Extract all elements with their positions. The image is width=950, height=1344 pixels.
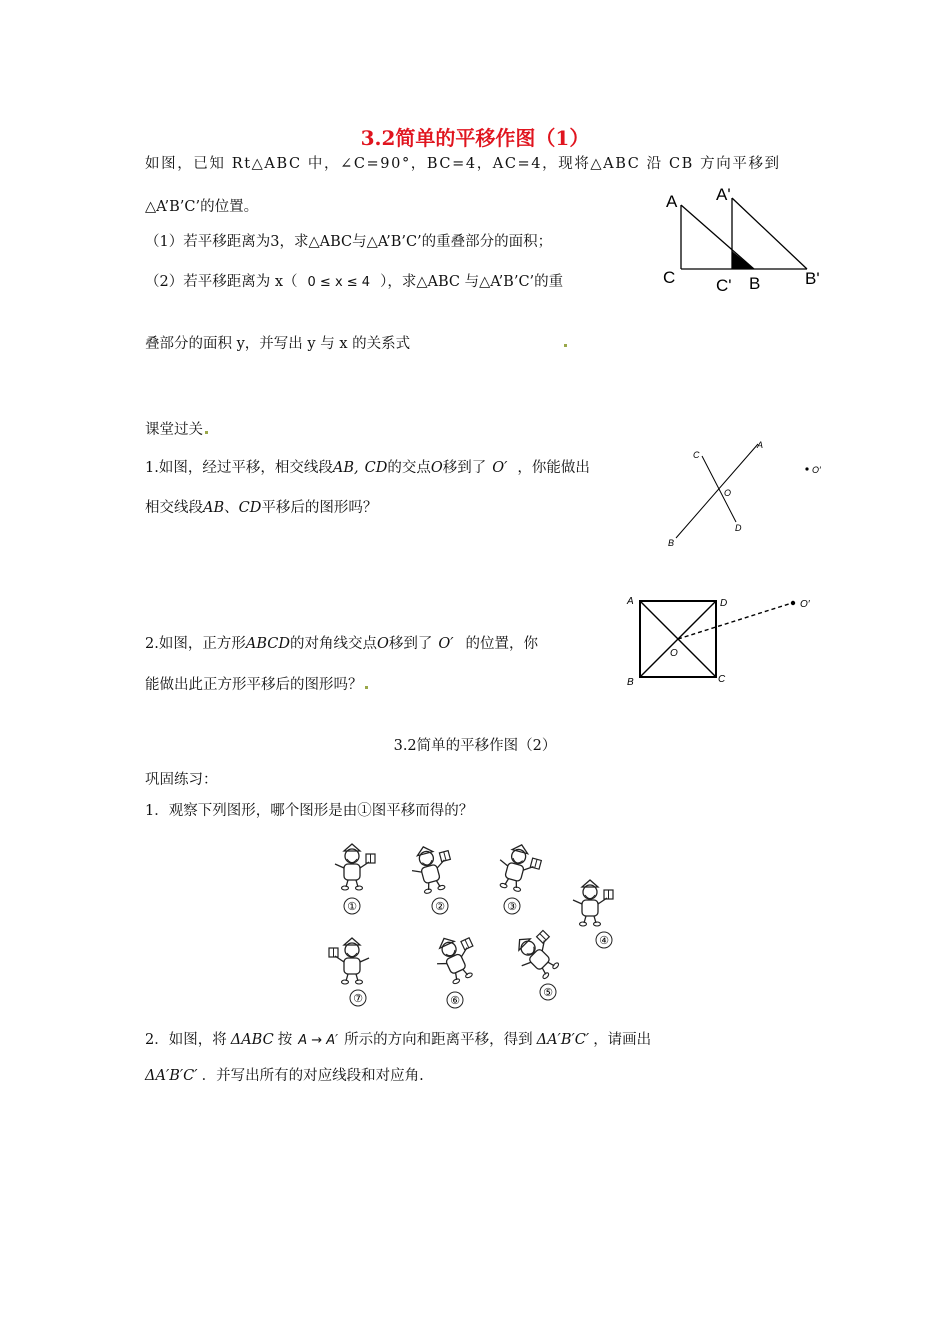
- p2-text-a: 2.如图，正方形: [145, 636, 246, 652]
- triangle-translation-figure: [660, 180, 830, 295]
- figure-label-1: ①: [347, 901, 357, 913]
- p2-text-b: 的对角线交点: [289, 636, 377, 652]
- e2-text-a: 2．如图，将: [145, 1032, 227, 1048]
- label-D: D: [720, 598, 728, 609]
- p1-line2-ab: AB: [203, 500, 225, 516]
- santa-5: [508, 923, 569, 1000]
- santa-4: [573, 880, 613, 948]
- exercise-2-line-2: [145, 1064, 424, 1085]
- label-D: D: [735, 523, 742, 533]
- question-1: （1）若平移距离为3，求△ABC与△A’B’C’的重叠部分的面积；: [145, 234, 553, 250]
- e2-text-b: 按: [277, 1032, 293, 1048]
- figure-label-5: ⑤: [543, 987, 553, 999]
- p1-o-prime: O′: [492, 460, 508, 476]
- santa-3: [493, 840, 544, 914]
- square-translation-figure: [620, 588, 835, 693]
- e2-triangle-abc: ΔABC: [230, 1032, 274, 1048]
- exercise-2-line-1: [145, 1028, 651, 1049]
- p2-text-c: 移到了: [388, 636, 433, 652]
- segment-AB: [676, 444, 758, 538]
- figure-label-7: ⑦: [353, 993, 363, 1005]
- p2-line2: 能做出此正方形平移后的图形吗？: [145, 677, 363, 693]
- intro-line-2: △A’B’C’的位置。: [145, 199, 259, 215]
- label-C: C: [718, 674, 726, 685]
- section-practice: 巩固练习：: [145, 772, 218, 788]
- p1-o: O: [430, 460, 443, 476]
- santa-2: [407, 841, 458, 914]
- label-A: A: [627, 596, 634, 607]
- question-2-continued: 叠部分的面积 y，并写出 y 与 x 的关系式: [145, 336, 411, 352]
- p1-text-d: ，你能做出: [517, 460, 590, 476]
- question-2-range: 0 ≤ x ≤ 4: [307, 275, 371, 290]
- e2-triangle-abc-prime-2: ΔA′B′C′: [145, 1068, 198, 1084]
- label-O: O: [724, 488, 732, 498]
- label-B: B: [627, 677, 634, 688]
- section-class-check-label: 课堂过关: [145, 422, 203, 438]
- question-2: [145, 270, 563, 291]
- p1-line2-b: 平移后的图形吗？: [261, 500, 378, 516]
- problem-2-line-1: [145, 632, 538, 653]
- segment-AB: [681, 205, 754, 269]
- p2-text-d: 的位置，你: [465, 636, 539, 652]
- p1-cd: CD: [364, 460, 388, 476]
- decor-dot: [365, 686, 368, 689]
- p1-text-c: 移到了: [442, 460, 487, 476]
- point-O-prime: [791, 601, 795, 605]
- page-title: 3.2简单的平移作图（1）: [360, 126, 590, 150]
- label-C: C: [693, 450, 700, 460]
- question-2-part-b: ），求△ABC 与△A’B’C’的重: [380, 274, 564, 290]
- e2-arrow: A → A′: [298, 1033, 339, 1048]
- figure-label-2: ②: [435, 901, 445, 913]
- santa-figures: [310, 830, 640, 1010]
- p2-abcd: ABCD: [245, 636, 290, 652]
- label-O: O: [670, 648, 678, 659]
- section-title-2: 3.2简单的平移作图（2）: [393, 738, 557, 754]
- label-B: B: [668, 538, 675, 548]
- exercise-1: 1．观察下列图形，哪个图形是由①图平移而得的？: [145, 803, 474, 819]
- label-B: B: [749, 274, 761, 293]
- decor-dot: [205, 431, 208, 434]
- question-2-part-a: （2）若平移距离为 x（: [145, 274, 298, 290]
- label-O-prime: O′: [812, 465, 821, 475]
- figure-label-3: ③: [507, 901, 517, 913]
- santa-1: [335, 844, 375, 914]
- label-O-prime: O′: [800, 599, 810, 610]
- figure-label-4: ④: [599, 935, 609, 947]
- label-A: A: [757, 440, 764, 450]
- p1-line2-a: 相交线段: [145, 500, 203, 516]
- p1-text-b: 的交点: [387, 460, 431, 476]
- intersecting-segments-figure: [660, 432, 840, 552]
- e2-triangle-abc-prime: ΔA′B′C′: [536, 1032, 590, 1048]
- segment-A-prime-B-prime: [732, 198, 807, 269]
- problem-1-line-1: [145, 456, 590, 477]
- p2-o-prime: O′: [438, 636, 454, 652]
- p1-text-a: 1.如图，经过平移，相交线段: [145, 460, 333, 476]
- e2-text-c: 所示的方向和距离平移，得到: [344, 1032, 533, 1048]
- problem-1-line-2: [145, 496, 377, 517]
- intro-line-1: 如图，已知 Rt△ABC 中，∠C=90°，BC=4，AC=4，现将△ABC 沿 CB 方向平移到: [145, 156, 781, 172]
- label-B-prime: B': [805, 269, 820, 288]
- p2-o: O: [376, 636, 389, 652]
- figure-label-6: ⑥: [450, 995, 460, 1007]
- label-C-prime: C': [716, 276, 732, 295]
- problem-2-line-2: [145, 673, 368, 694]
- label-C: C: [663, 268, 676, 287]
- p1-line2-cd: CD: [238, 500, 262, 516]
- p1-ab: AB,: [332, 460, 359, 476]
- decor-dot: [564, 344, 567, 347]
- santa-7: [329, 938, 369, 1006]
- point-O-prime: [805, 467, 808, 470]
- p1-line2-sep: 、: [224, 500, 239, 516]
- section-class-check: [145, 418, 208, 439]
- e2-text-d: ，请画出: [593, 1032, 652, 1048]
- e2-text-e: ．并写出所有的对应线段和对应角.: [201, 1068, 424, 1084]
- label-A: A: [666, 192, 678, 211]
- label-A-prime: A': [716, 185, 731, 204]
- santa-6: [429, 929, 485, 1008]
